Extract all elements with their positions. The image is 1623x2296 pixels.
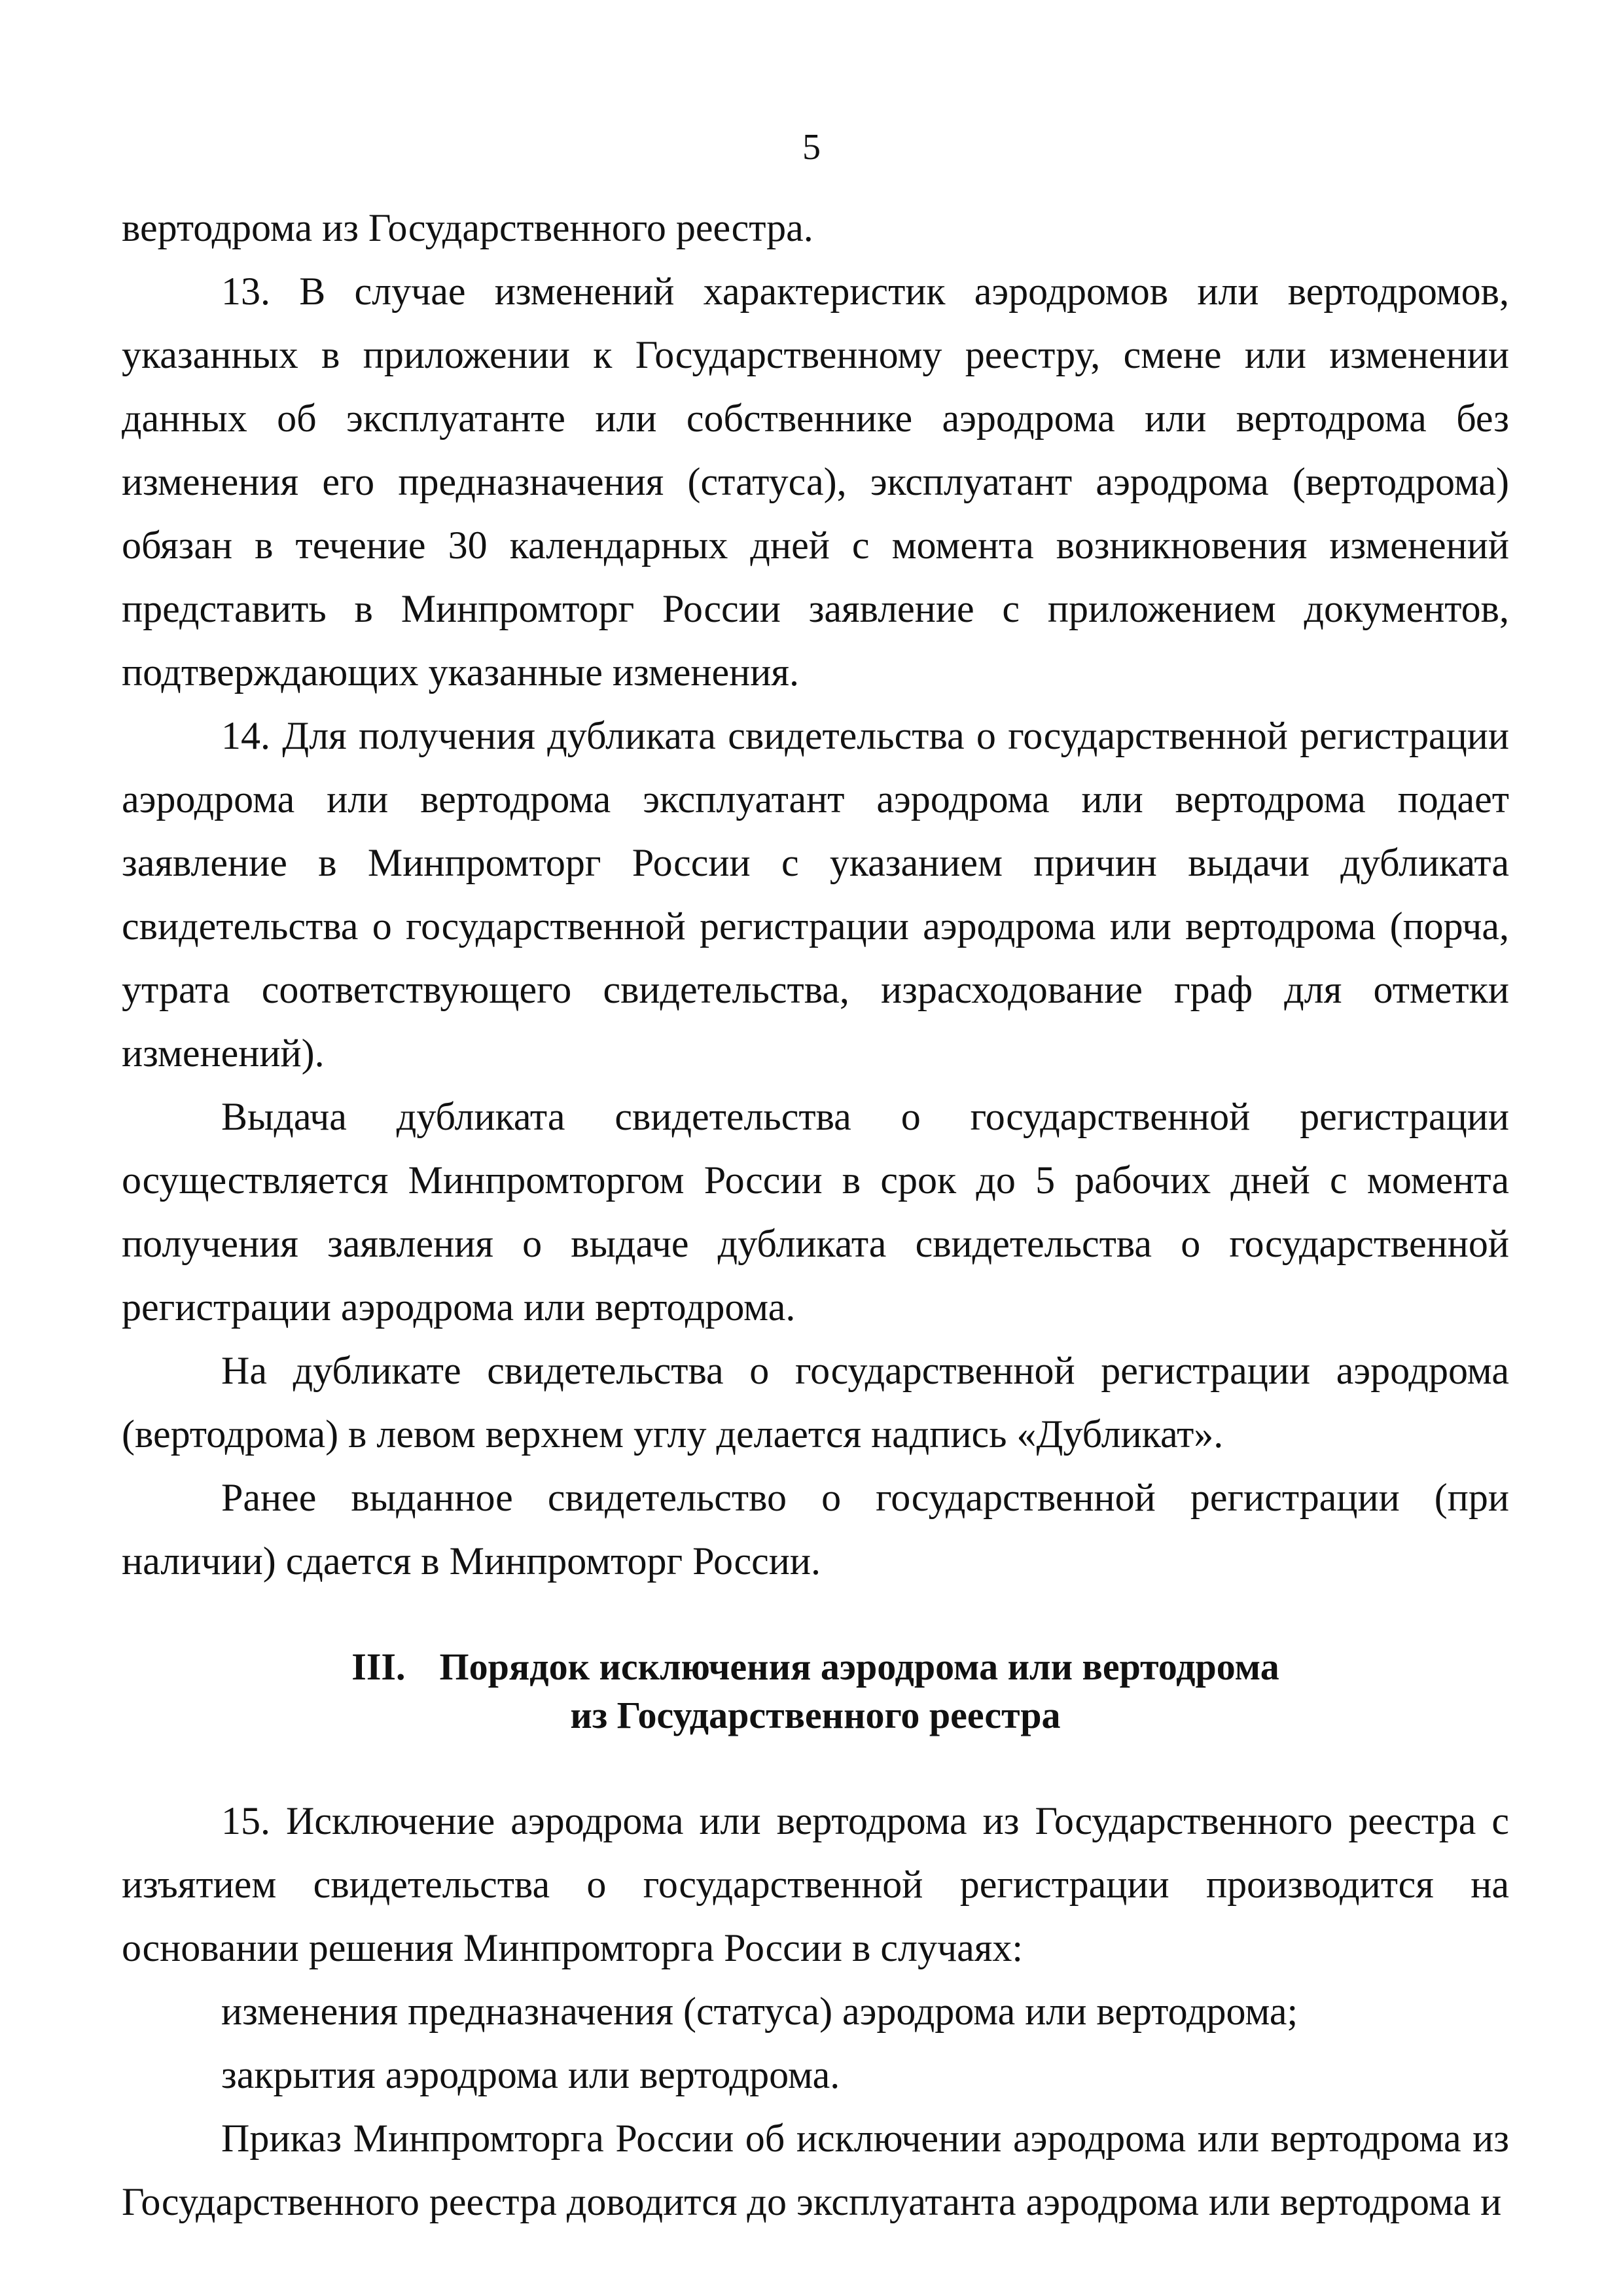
list-item-status-change: изменения предназначения (статуса) аэродрома или вертодрома;: [221, 1990, 1298, 2033]
paragraph-13: 13. В случае изменений характеристик аэродромов или вертодромов, указанных в приложении к Государственному реестру, смене или изменении данных об эксплуатанте или собственнике аэродрома или вертодрома без изменения его предназначения (статуса), эксплуатант аэродрома (вертодрома) обязан в течение 30 календарных дней с момента возникновения изменений представить в Минпромторг России заявление с приложением документов, подтверждающих указанные изменения.: [122, 270, 1509, 694]
paragraph-duplicate-issuance: Выдача дубликата свидетельства о государственной регистрации осуществляется Минпромторгом России в срок до 5 рабочих дней с момента получения заявления о выдаче дубликата свидетельства о государственной регистрации аэродрома или вертодрома.: [122, 1095, 1509, 1329]
section-title-line-1: Порядок исключения аэродрома или вертодрома: [439, 1645, 1279, 1688]
section-title-line-2: из Государственного реестра: [570, 1694, 1061, 1736]
paragraph-14: 14. Для получения дубликата свидетельства о государственной регистрации аэродрома или вертодрома эксплуатант аэродрома или вертодрома подает заявление в Минпромторг России с указанием причин выдачи дубликата свидетельства о государственной регистрации аэродрома или вертодрома (порча, утрата соответствующего свидетельства, израсходование граф для отметки изменений).: [122, 714, 1509, 1075]
paragraph-15: 15. Исключение аэродрома или вертодрома из Государственного реестра с изъятием свидетельства о государственной регистрации производится на основании решения Минпромторга России в случаях:: [122, 1799, 1509, 1969]
paragraph-order: Приказ Минпромторга России об исключении аэродрома или вертодрома из Государственного реестра доводится до эксплуатанта аэродрома или вертодрома и: [122, 2117, 1509, 2223]
document-body: [122, 196, 1509, 2234]
section-number: III.: [351, 1645, 406, 1688]
section-heading: [122, 1643, 1509, 1740]
paragraph-continuation: вертодрома из Государственного реестра.: [122, 206, 813, 249]
paragraph-duplicate-marking: На дубликате свидетельства о государственной регистрации аэродрома (вертодрома) в левом верхнем углу делается надпись «Дубликат».: [122, 1349, 1509, 1456]
page-number: 5: [802, 127, 821, 168]
list-item-closure: закрытия аэродрома или вертодрома.: [221, 2053, 840, 2096]
paragraph-previous-certificate: Ранее выданное свидетельство о государственной регистрации (при наличии) сдается в Минпромторг России.: [122, 1476, 1509, 1583]
section-heading-line-1: [122, 1643, 1509, 1691]
